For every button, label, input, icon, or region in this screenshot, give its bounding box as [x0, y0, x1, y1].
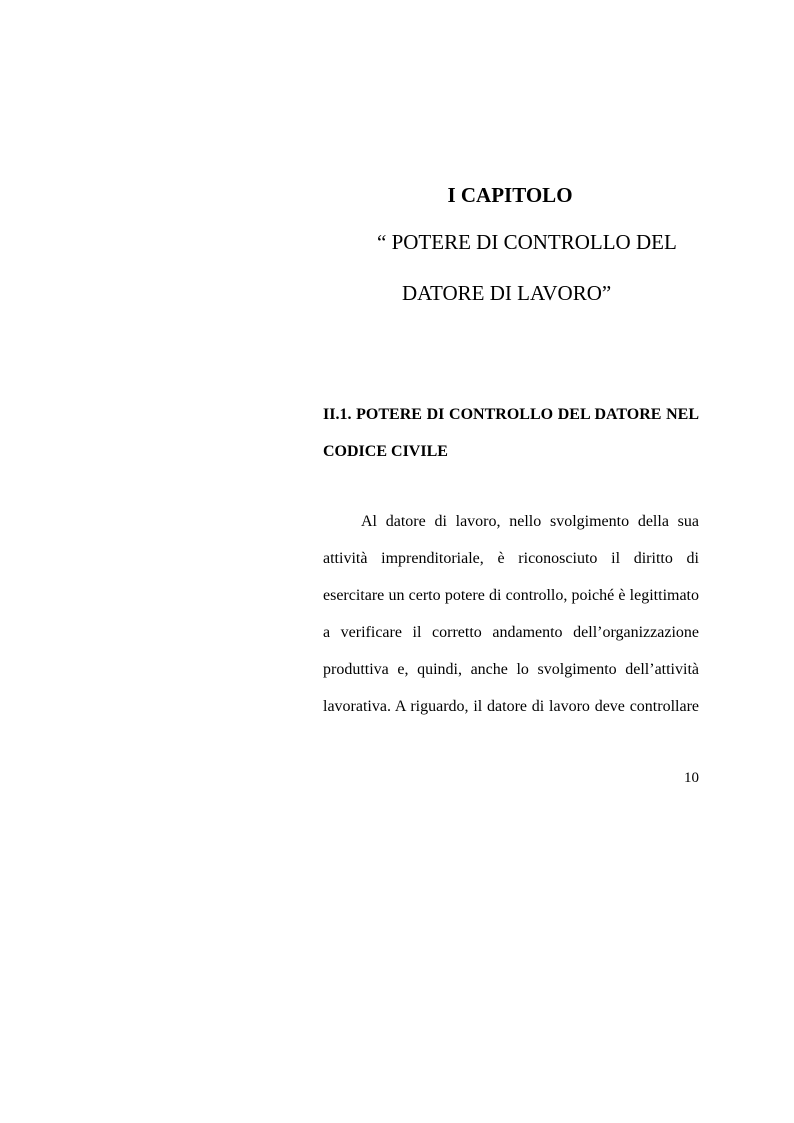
body-line-5: produttiva e, quindi, anche lo svolgimento dell’attività — [323, 661, 699, 678]
section-heading-line-2: CODICE CIVILE — [323, 443, 448, 460]
body-line-1: Al datore di lavoro, nello svolgimento della sua — [361, 513, 699, 530]
body-line-4: a verificare il corretto andamento dell’organizzazione — [323, 624, 699, 641]
section-heading — [323, 396, 699, 470]
chapter-title-line-2: DATORE DI LAVORO” — [402, 281, 612, 305]
body-paragraph — [323, 503, 699, 725]
section-heading-line-1: II.1. POTERE DI CONTROLLO DEL DATORE NEL — [323, 406, 699, 423]
page-number: 10 — [684, 770, 699, 786]
body-line-3: esercitare un certo potere di controllo, poiché è legittimato — [323, 587, 699, 604]
body-line-6: lavorativa. A riguardo, il datore di lavoro deve controllare — [323, 698, 699, 715]
body-line-2: attività imprenditoriale, è riconosciuto il diritto di — [323, 550, 699, 567]
chapter-label: I CAPITOLO — [447, 183, 573, 207]
chapter-title-line-1: “ POTERE DI CONTROLLO DEL — [377, 230, 677, 254]
